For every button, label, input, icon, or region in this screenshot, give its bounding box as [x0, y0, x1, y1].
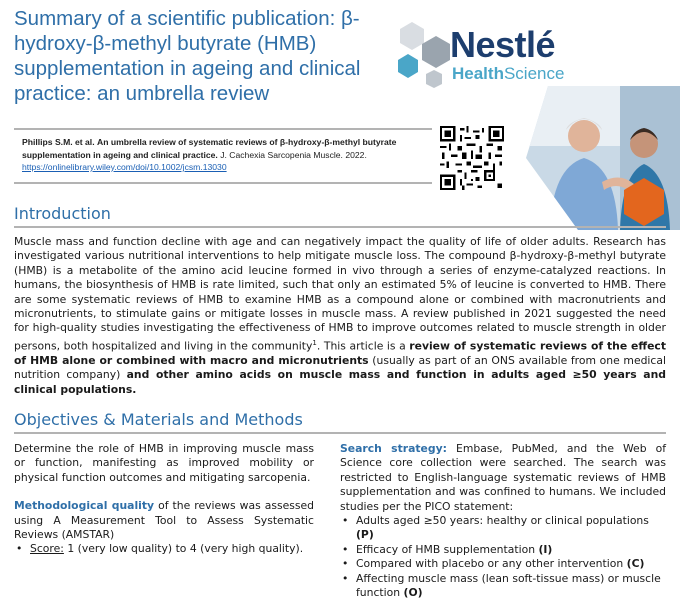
intro-body: Muscle mass and function decline with age and can negatively impact the quality of life of older adults. Research has investigated various nutritional interventions to help mitigate muscle loss. The compound β-hydroxy-β-methyl butyrate (HMB) is a metabolite of the amino acid leucine formed in vivo through a series of enzyme-catalyzed reactions. In humans, the biosynthesis of HMB is rate limited, such that only an estimated 5% of leucine is converted to HMB. There are some systematic reviews of HMB to examine HMB as a compound alone or combined with macronutrients and micronutrients, to stimulate gains or mitigate losses in muscle mass. A review published in 2021 suggested the need for high-quality studies investigating the effectiveness of HMB to improve outcomes related to muscle strength in older persons, both hospitalized and living in the community: [14, 235, 666, 353]
list-item: [14, 542, 314, 556]
quality-label: Methodological quality: [14, 499, 155, 513]
score-list: [14, 542, 314, 556]
search-strategy: [340, 442, 666, 514]
intro-mid: . This article is a: [316, 339, 410, 353]
citation-text: [22, 136, 432, 174]
citation-link[interactable]: https://onlinelibrary.wiley.com/doi/10.1002/jcsm.13030: [22, 162, 227, 172]
pico-text: Efficacy of HMB supplementation: [356, 542, 539, 556]
logo-subtitle: [452, 64, 580, 84]
objectives-aim: Determine the role of HMB in improving muscle mass or function, manifesting as improved mobility or physical function outcomes and mitigating sarcopenia.: [14, 442, 314, 484]
pico-text: Compared with placebo or any other intervention: [356, 557, 627, 571]
introduction-text: [14, 235, 666, 397]
logo-sub-prefix: Health: [452, 64, 504, 83]
section-heading-objectives: Objectives & Materials and Methods: [14, 410, 666, 434]
objectives-right-column: [340, 442, 666, 600]
pico-text: Adults aged ≥50 years: healthy or clinical populations: [356, 514, 649, 528]
score-label: Score:: [30, 542, 64, 556]
search-label: Search strategy:: [340, 442, 447, 455]
pico-tag: (I): [538, 542, 553, 556]
intro-footnote-ref: 1: [312, 338, 317, 347]
citation-journal: J. Cachexia Sarcopenia Muscle. 2022.: [220, 149, 367, 160]
quality-text: of the reviews was assessed using A Measurement Tool to Assess Systematic Reviews (AMSTAR): [14, 499, 314, 542]
citation-title: An umbrella review of systematic reviews of β-hydroxy-β-methyl butyrate supplementation in ageing and clinical practice.: [22, 137, 397, 160]
intro-bold-2: and other amino acids on muscle mass and function in adults aged ≥50 years and clinical populations.: [14, 368, 666, 396]
qr-code-icon[interactable]: [440, 126, 504, 190]
pico-text: Affecting muscle mass (lean soft-tissue mass) or muscle function: [356, 571, 661, 600]
score-text: 1 (very low quality) to 4 (very high quality).: [63, 542, 304, 556]
objectives-left-column: [14, 442, 314, 557]
pico-tag: (O): [403, 586, 423, 600]
intro-paren: (usually as part of an ONS available from one medical nutrition company): [14, 353, 666, 382]
citation-box: [14, 128, 432, 184]
citation-authors: Phillips S.M. et al.: [22, 137, 95, 147]
list-item: [340, 557, 666, 571]
intro-bold-1: review of systematic reviews of the effect of HMB alone or combined with macro and micronutrients: [14, 339, 666, 367]
search-text: Embase, PubMed, and the Web of Science core collection were searched. The search was restricted to English-language systematic reviews of HMB supplementation and was confined to humans. We included studies per the PICO statement:: [340, 442, 667, 513]
logo-brand: Nestlé: [450, 24, 556, 65]
logo-sub-suffix: Science: [503, 64, 565, 83]
pico-tag: (P): [356, 528, 374, 542]
list-item: [340, 543, 666, 557]
methodological-quality: [14, 499, 314, 542]
section-heading-introduction: Introduction: [14, 204, 666, 228]
pico-tag: (C): [626, 557, 645, 571]
list-item: [340, 514, 666, 543]
nestle-health-science-logo: [450, 26, 580, 84]
list-item: [340, 572, 666, 600]
pico-list: [340, 514, 666, 600]
page-title: Summary of a scientific publication: β-hydroxy-β-methyl butyrate (HMB) supplementation in ageing and clinical practice: an umbrella review: [14, 7, 361, 105]
